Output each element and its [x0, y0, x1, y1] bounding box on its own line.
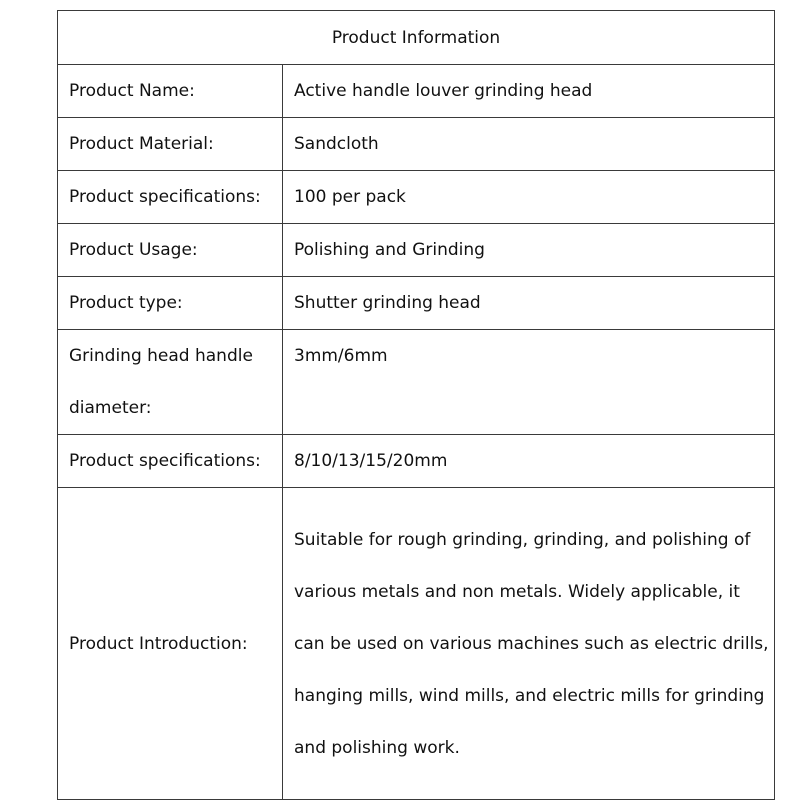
row-label-handle-diameter: Grinding head handle diameter:: [58, 330, 283, 435]
table-row: [58, 171, 775, 224]
row-value-product-name: Active handle louver grinding head: [283, 65, 775, 118]
table-row: [58, 488, 775, 800]
table-row: [58, 118, 775, 171]
row-value-product-usage: Polishing and Grinding: [283, 224, 775, 277]
row-label-product-introduction: Product Introduction:: [58, 488, 283, 800]
row-label-product-specifications: Product specifications:: [58, 171, 283, 224]
row-value-product-specifications: 100 per pack: [283, 171, 775, 224]
row-value-product-material: Sandcloth: [283, 118, 775, 171]
table-row: [58, 65, 775, 118]
table-title: Product Information: [58, 11, 775, 65]
table-row: [58, 277, 775, 330]
table-header-row: [58, 11, 775, 65]
table-row: [58, 330, 775, 435]
row-label-product-material: Product Material:: [58, 118, 283, 171]
row-label-product-usage: Product Usage:: [58, 224, 283, 277]
row-label-product-type: Product type:: [58, 277, 283, 330]
row-label-product-sizes: Product specifications:: [58, 435, 283, 488]
row-value-handle-diameter: 3mm/6mm: [283, 330, 775, 435]
row-value-product-type: Shutter grinding head: [283, 277, 775, 330]
product-info-table: [57, 10, 775, 800]
row-label-product-name: Product Name:: [58, 65, 283, 118]
row-value-product-sizes: 8/10/13/15/20mm: [283, 435, 775, 488]
table-row: [58, 435, 775, 488]
row-value-product-introduction: Suitable for rough grinding, grinding, and polishing of various metals and non metals. Widely applicable, it can be used on various machines such as electric drills, hanging mills, wind mills, and electric mills for grinding and polishing work.: [283, 488, 775, 800]
table-row: [58, 224, 775, 277]
